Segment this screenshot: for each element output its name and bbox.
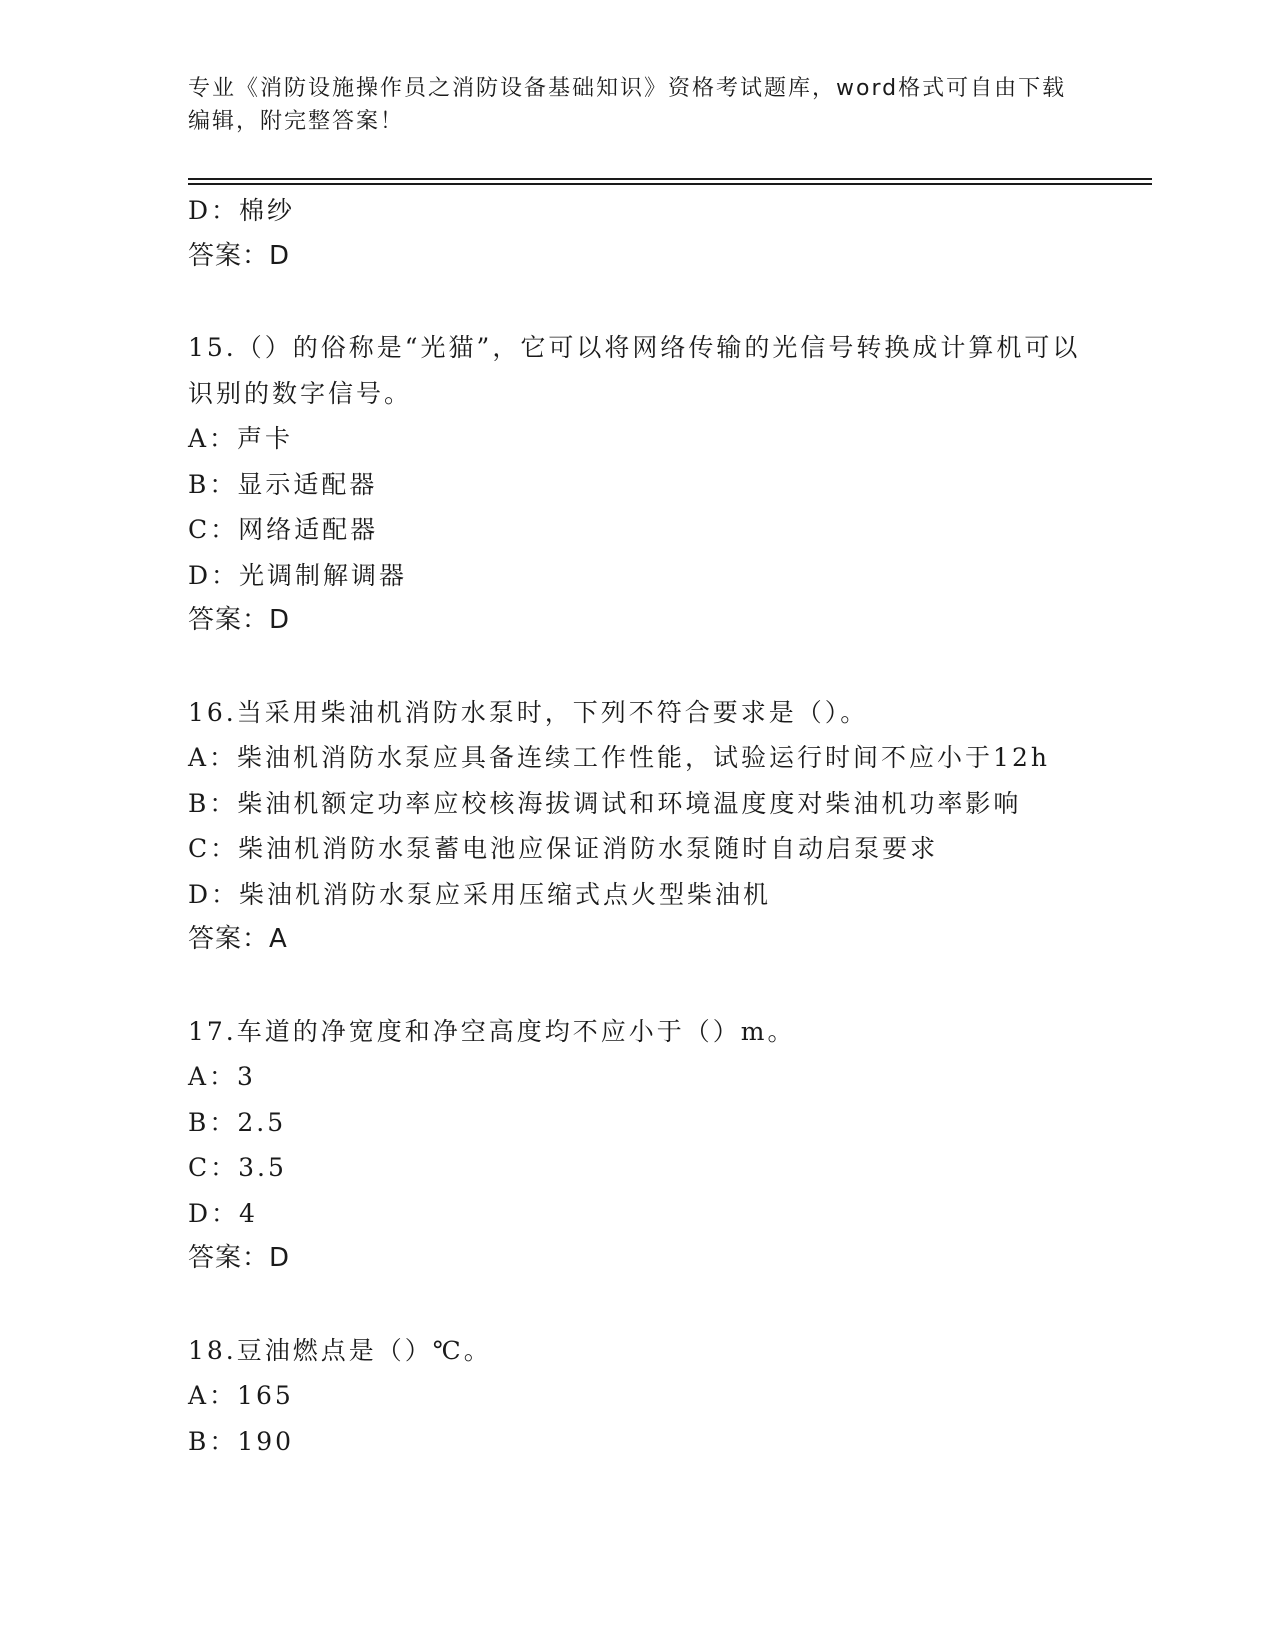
option-b: B：190: [188, 1426, 295, 1456]
question-block-15: [188, 325, 1088, 644]
option-a: A：柴油机消防水泵应具备连续工作性能，试验运行时间不应小于12h: [188, 743, 1050, 772]
option-d: D：柴油机消防水泵应采用压缩式点火型柴油机: [188, 879, 772, 909]
question-list: [188, 188, 1088, 1464]
question-stem: 18.豆油燃点是（）℃。: [188, 1335, 492, 1365]
option-a: A：3: [188, 1062, 256, 1091]
question-stem: 16.当采用柴油机消防水泵时，下列不符合要求是（）。: [188, 697, 869, 727]
question-block-18: [188, 1328, 1088, 1465]
option-c: C：网络适配器: [188, 515, 379, 544]
option-b: B：柴油机额定功率应校核海拔调试和环境温度度对柴油机功率影响: [188, 788, 1022, 818]
question-block-17: [188, 1009, 1088, 1282]
header-rule-top: [188, 178, 1152, 180]
question-stem: 15.（）的俗称是“光猫”，它可以将网络传输的光信号转换成计算机可以识别的数字信号。: [188, 333, 1081, 408]
answer: 答案：D: [188, 1243, 291, 1273]
question-block-16: [188, 690, 1088, 963]
answer: 答案：D: [188, 240, 291, 271]
question-stem: 17.车道的净宽度和净空高度均不应小于（）m。: [188, 1016, 796, 1046]
option-a: A：165: [188, 1381, 294, 1410]
option-c: C：3.5: [188, 1153, 287, 1182]
option-a: A：声卡: [188, 424, 294, 453]
option-d: D：4: [188, 1198, 258, 1228]
question-block-partial: [188, 188, 1088, 279]
header-rule-bottom: [188, 183, 1152, 185]
answer: 答案：D: [188, 605, 291, 635]
option-c: C：柴油机消防水泵蓄电池应保证消防水泵随时自动启泵要求: [188, 834, 939, 863]
option-b: B：显示适配器: [188, 469, 378, 499]
answer: 答案：A: [188, 924, 288, 954]
document-header: 专业《消防设施操作员之消防设备基础知识》资格考试题库，word格式可自由下载编辑，附完整答案！: [188, 76, 1067, 134]
option-b: B：2.5: [188, 1107, 287, 1137]
option-d: D：光调制解调器: [188, 560, 408, 590]
option-d: D：棉纱: [188, 196, 296, 225]
